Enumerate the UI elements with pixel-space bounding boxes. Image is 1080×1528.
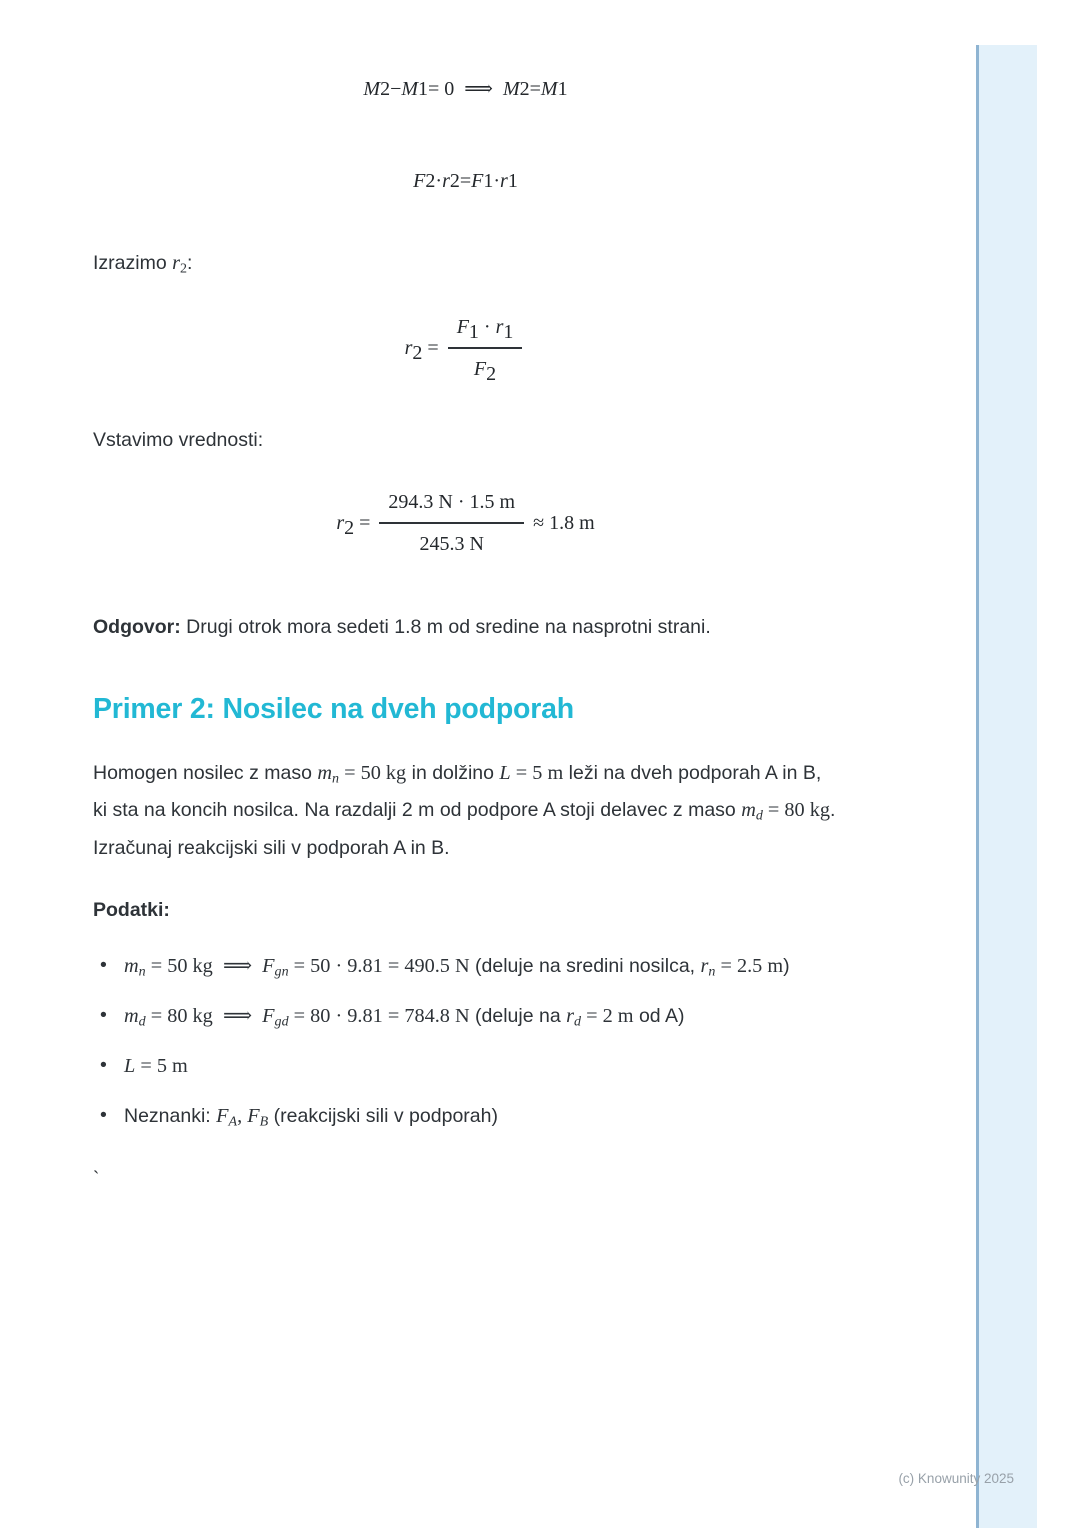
problem-statement: Homogen nosilec z maso $m_n = 50$ kg in dolžino L = 5 m leži na dveh podporah A in B, ki sta na koncih nosilca. Na razdalji 2 m od podpore A stoji delavec z maso $m_d = 80$ kg. Izračunaj reakcijski sili v podporah A in B. <box>93 761 836 859</box>
list-item-unknowns: • Neznanki: $F_A$, $F_B$ (reakcijski sili v podporah) <box>93 1099 838 1134</box>
fraction <box>379 487 524 559</box>
stray-backtick: ` <box>93 1168 100 1190</box>
right-panel-stripe <box>976 45 1037 1528</box>
data-list <box>93 949 838 1134</box>
equation-lhs: $r_2$ = <box>336 511 376 539</box>
fraction <box>448 312 523 384</box>
section-heading: Primer 2: Nosilec na dveh podporah <box>93 692 574 725</box>
list-item-mn: • $m_n = 50$ kg ⟹ $F_{gn} = 50 \cdot 9.81 = 490.5$ N (deluje na sredini nosilca, $r_n = 2.5$ m) <box>93 949 838 984</box>
equation-force-lever: F 2 · r 2 = F 1 · r 1 <box>413 170 518 192</box>
equation-r2-formula <box>93 312 838 384</box>
answer-line: Odgovor: Drugi otrok mora sedeti 1.8 m od sredine na nasprotni strani. <box>93 615 711 638</box>
copyright-text: (c) Knowunity 2025 <box>898 1471 1014 1486</box>
label-vstavimo-vrednosti: Vstavimo vrednosti: <box>93 428 264 451</box>
equation-lhs: $r_2$ = <box>404 337 444 365</box>
fraction-numerator: $F_1 \cdot r_1$ <box>456 316 514 344</box>
fraction-denominator: $F_2$ <box>473 357 497 385</box>
equation-r2-numeric <box>93 487 838 559</box>
equation-moment-balance: M 2 − M 1 = 0 ⟹ M 2 = M 1 <box>363 78 568 100</box>
equation-result: ≈ 1.8 m <box>528 511 595 534</box>
fraction-denominator: 245.3 N <box>419 532 484 555</box>
list-item-length: • L = 5 m <box>93 1049 838 1084</box>
fraction-numerator: 294.3 N · 1.5 m <box>388 491 516 514</box>
list-item-md: • $m_d = 80$ kg ⟹ $F_{gd} = 80 \cdot 9.81 = 784.8$ N (deluje na $r_d = 2$ m od A) <box>93 999 838 1034</box>
label-izrazimo-r2: Izrazimo $r_2$: <box>93 252 193 277</box>
label-podatki: Podatki: <box>93 898 170 921</box>
document-content <box>93 0 838 1194</box>
